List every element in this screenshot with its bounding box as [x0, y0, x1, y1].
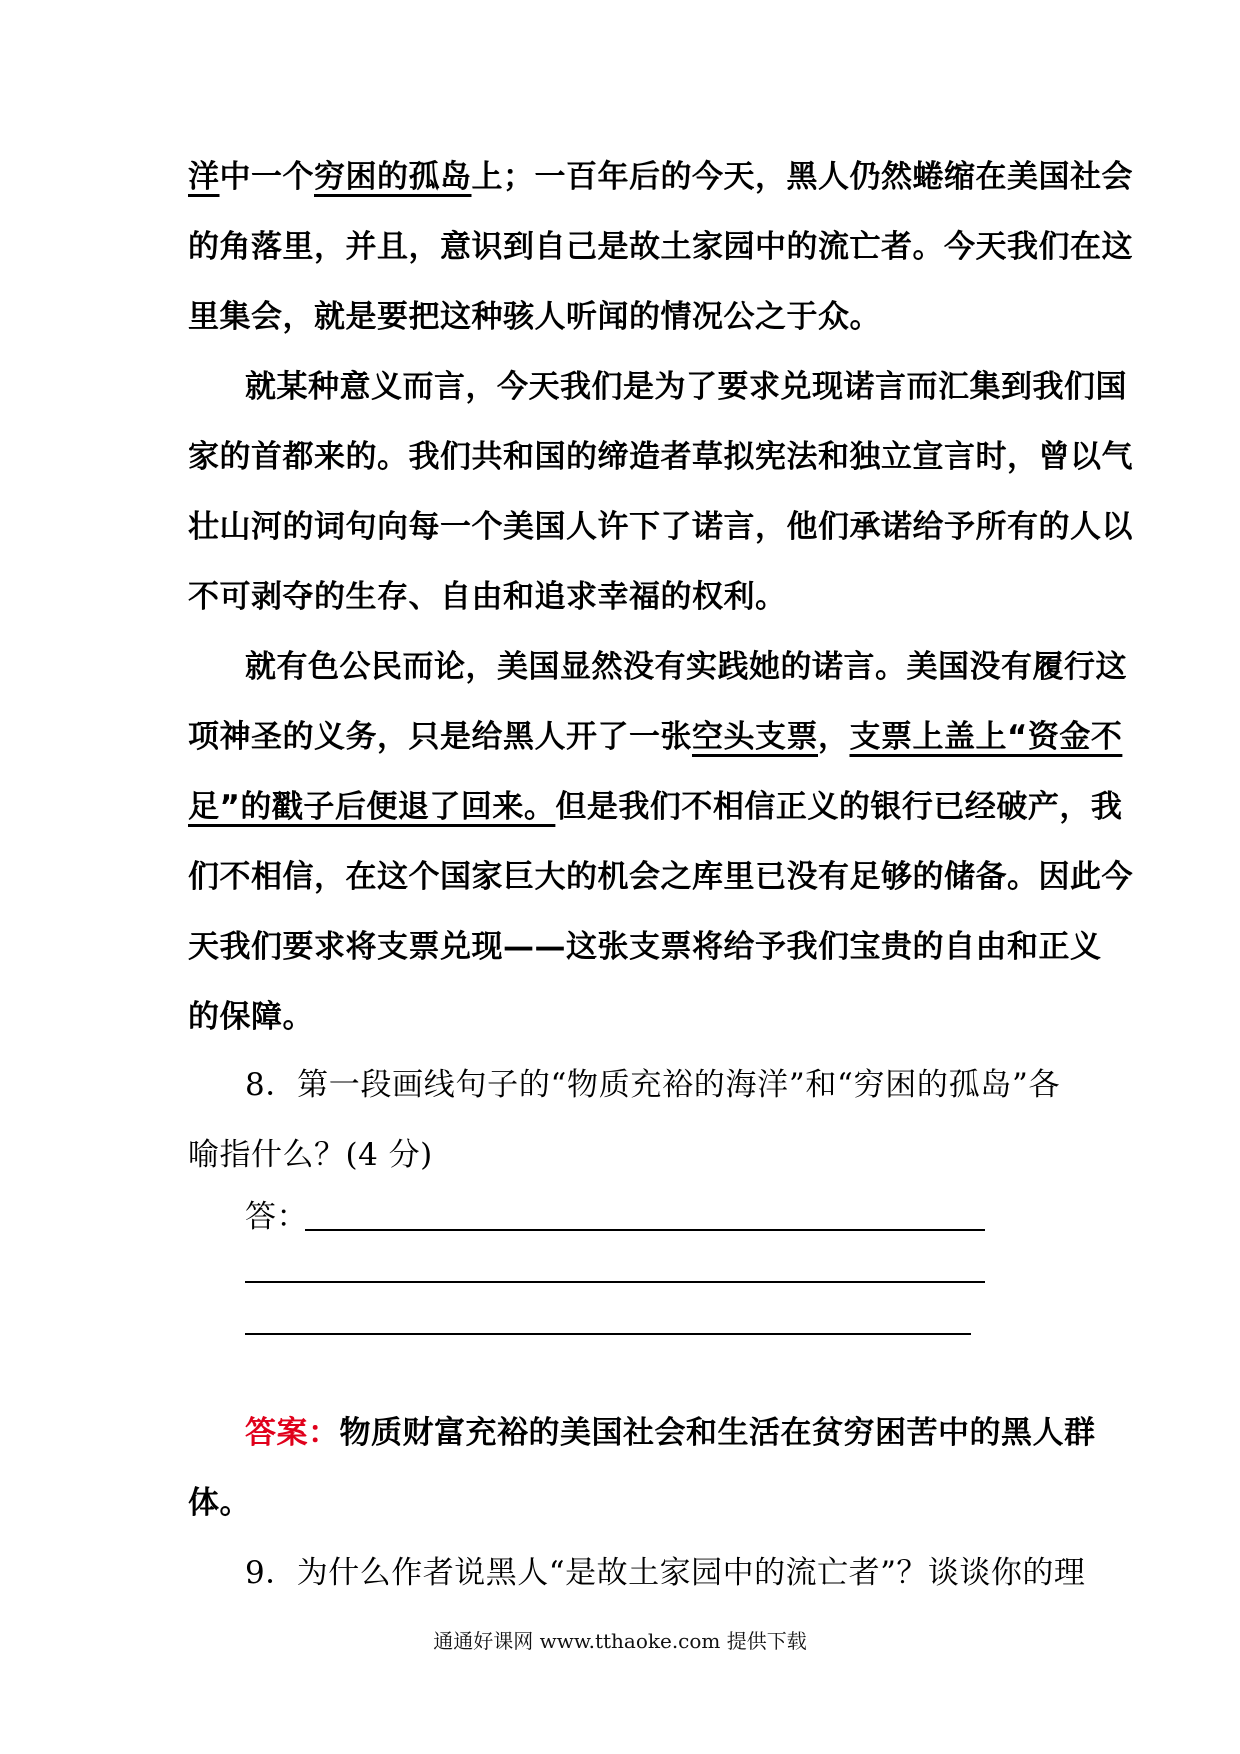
- passage-line: 就某种意义而言，今天我们是为了要求兑现诺言而汇集到我们国: [245, 369, 1127, 405]
- text-span: ，: [818, 719, 850, 755]
- passage-line: [188, 715, 1123, 759]
- passage-line: 里集会，就是要把这种骇人听闻的情况公之于众。: [188, 299, 881, 335]
- underlined-text: 支票上盖上“资金不: [849, 719, 1123, 755]
- underlined-text: 足”的戳子后便退了回来。: [188, 789, 556, 825]
- page-footer: 通通好课网 www.tthaoke.com 提供下载: [433, 1629, 807, 1653]
- passage-line: 的保障。: [188, 999, 314, 1035]
- passage-line: [188, 155, 1133, 199]
- question-8-text: 8．第一段画线句子的“物质充裕的海洋”和“穷困的孤岛”各: [245, 1067, 1060, 1103]
- answer-line: 体。: [188, 1485, 251, 1521]
- answer-prompt: 答：: [245, 1199, 308, 1235]
- underlined-text: 洋: [188, 159, 220, 195]
- question-8-text: 喻指什么？(4 分): [188, 1137, 433, 1173]
- text-span: 中一个: [219, 159, 314, 195]
- passage-line: [188, 785, 1123, 829]
- answer-blank-line[interactable]: [245, 1281, 985, 1283]
- text-span: 但是我们不相信正义的银行已经破产，我: [555, 789, 1123, 825]
- passage-line: 家的首都来的。我们共和国的缔造者草拟宪法和独立宣言时，曾以气: [188, 439, 1133, 475]
- passage-line: 们不相信，在这个国家巨大的机会之库里已没有足够的储备。因此今: [188, 859, 1133, 895]
- passage-line: 就有色公民而论，美国显然没有实践她的诺言。美国没有履行这: [245, 649, 1127, 685]
- passage-line: 的角落里，并且，意识到自己是故土家园中的流亡者。今天我们在这: [188, 229, 1133, 265]
- answer-text: 物质财富充裕的美国社会和生活在贫穷困苦中的黑人群: [339, 1415, 1096, 1451]
- passage-line: 不可剥夺的生存、自由和追求幸福的权利。: [188, 579, 787, 615]
- passage-line: 天我们要求将支票兑现——这张支票将给予我们宝贵的自由和正义: [188, 929, 1102, 965]
- text-span: 上；一百年后的今天，黑人仍然蜷缩在美国社会: [471, 159, 1133, 195]
- answer-blank-line[interactable]: [245, 1333, 971, 1335]
- question-9-text: 9．为什么作者说黑人“是故土家园中的流亡者”？谈谈你的理: [245, 1555, 1086, 1591]
- answer-line: [245, 1411, 1096, 1455]
- answer-blank-line[interactable]: [305, 1229, 985, 1231]
- text-span: 项神圣的义务，只是给黑人开了一张: [188, 719, 692, 755]
- passage-line: 壮山河的词句向每一个美国人许下了诺言，他们承诺给予所有的人以: [188, 509, 1133, 545]
- underlined-text: 空头支票: [692, 719, 818, 755]
- underlined-text: 穷困的孤岛: [314, 159, 472, 195]
- answer-label: 答案：: [245, 1415, 340, 1451]
